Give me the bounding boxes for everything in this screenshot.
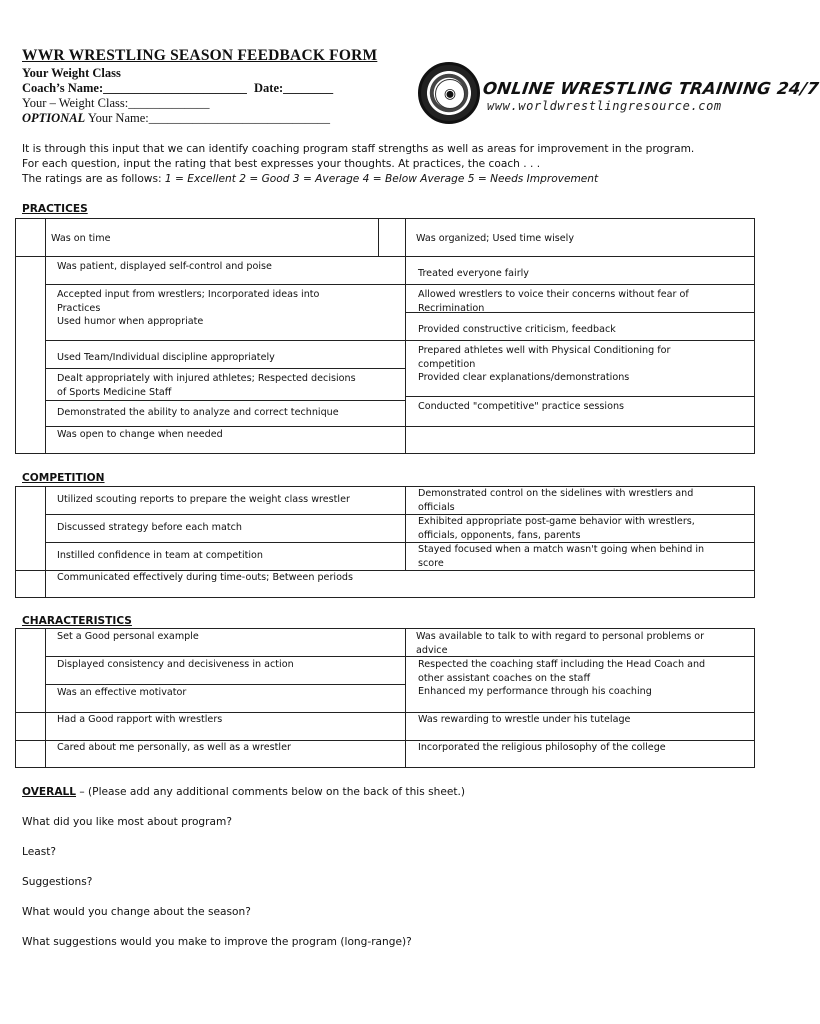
- practice-item: Was patient, displayed self-control and poise: [57, 261, 272, 272]
- ratings-prefix: The ratings are as follows:: [22, 173, 165, 185]
- practice-item: Was organized; Used time wisely: [416, 233, 575, 244]
- competition-item: Exhibited appropriate post-game behavior with wrestlers, officials, opponents, fans, parents: [418, 516, 695, 541]
- characteristic-item: Respected the coaching staff including the Head Coach and other assistant coaches on the staff Enhanced my performance through his coaching: [418, 659, 706, 697]
- characteristics-heading: CHARACTERISTICS: [22, 615, 132, 627]
- practice-item: Dealt appropriately with injured athletes; Respected decisions of Sports Medicine Staff: [57, 373, 356, 398]
- weight-class-field[interactable]: Your – Weight Class:_____________: [22, 96, 210, 110]
- practice-item: Allowed wrestlers to voice their concerns without fear of Recrimination: [418, 289, 689, 314]
- intro-line-1: It is through this input that we can identify coaching program staff strengths as well as areas for improvement in the program.: [22, 143, 695, 155]
- overall-note: – (Please add any additional comments below on the back of this sheet.): [76, 786, 466, 798]
- characteristic-item: Had a Good rapport with wrestlers: [57, 714, 223, 725]
- form-title: WWR WRESTLING SEASON FEEDBACK FORM: [22, 47, 378, 64]
- brand-logo-text: ONLINE WRESTLING TRAINING 24/7: [481, 79, 820, 98]
- question-long-range: What suggestions would you make to improve the program (long-range)?: [22, 936, 412, 948]
- globe-icon: ◉: [435, 79, 465, 109]
- competition-item: Demonstrated control on the sidelines with wrestlers and officials: [418, 488, 694, 513]
- brand-url: www.worldwrestlingresource.com: [487, 99, 722, 113]
- optional-name-line: Your Name:_____________________________: [85, 111, 330, 125]
- question-change-season: What would you change about the season?: [22, 906, 251, 918]
- optional-name-field[interactable]: [22, 111, 330, 126]
- characteristic-item: Was an effective motivator: [57, 687, 187, 698]
- ratings-legend: [22, 173, 598, 185]
- ratings-scale: 1 = Excellent 2 = Good 3 = Average 4 = Below Average 5 = Needs Improvement: [164, 173, 599, 185]
- competition-item: Communicated effectively during time-outs; Between periods: [57, 572, 354, 583]
- coach-name-field[interactable]: Coach’s Name:_______________________: [22, 81, 247, 95]
- intro-line-2: For each question, input the rating that best expresses your thoughts. At practices, the coach . . .: [22, 158, 541, 170]
- overall-label: OVERALL: [22, 786, 77, 798]
- optional-label: OPTIONAL: [22, 111, 86, 125]
- wrestling-seal-logo: [418, 62, 480, 124]
- practice-item: Demonstrated the ability to analyze and correct technique: [57, 407, 339, 418]
- question-suggestions: Suggestions?: [22, 876, 93, 888]
- practice-item: Prepared athletes well with Physical Conditioning for competition Provided clear explanations/demonstrations: [418, 345, 671, 383]
- practice-item: Accepted input from wrestlers; Incorporated ideas into Practices Used humor when appropriate: [57, 289, 320, 327]
- characteristic-item: Was rewarding to wrestle under his tutelage: [418, 714, 631, 725]
- competition-item: Instilled confidence in team at competition: [57, 550, 263, 561]
- overall-heading: [22, 786, 465, 798]
- practice-item: Treated everyone fairly: [418, 268, 529, 279]
- question-like-most: What did you like most about program?: [22, 816, 232, 828]
- practice-item: Used Team/Individual discipline appropriately: [57, 352, 275, 363]
- practice-item: Was on time: [51, 233, 111, 244]
- characteristic-item: Cared about me personally, as well as a wrestler: [57, 742, 291, 753]
- question-least: Least?: [22, 846, 57, 858]
- weight-class-label: Your Weight Class: [22, 66, 121, 80]
- characteristic-item: Was available to talk to with regard to personal problems or advice: [416, 631, 705, 656]
- competition-item: Discussed strategy before each match: [57, 522, 242, 533]
- characteristic-item: Displayed consistency and decisiveness in action: [57, 659, 294, 670]
- practice-item: Was open to change when needed: [57, 429, 223, 440]
- characteristic-item: Incorporated the religious philosophy of the college: [418, 742, 666, 753]
- competition-item: Stayed focused when a match wasn't going when behind in score: [418, 544, 705, 569]
- practices-heading: PRACTICES: [22, 203, 88, 215]
- characteristic-item: Set a Good personal example: [57, 631, 199, 642]
- practice-item: Conducted "competitive" practice sessions: [418, 401, 625, 412]
- competition-item: Utilized scouting reports to prepare the weight class wrestler: [57, 494, 350, 505]
- date-field[interactable]: Date:________: [254, 81, 334, 95]
- competition-heading: COMPETITION: [22, 472, 105, 484]
- practice-item: Provided constructive criticism, feedback: [418, 324, 616, 335]
